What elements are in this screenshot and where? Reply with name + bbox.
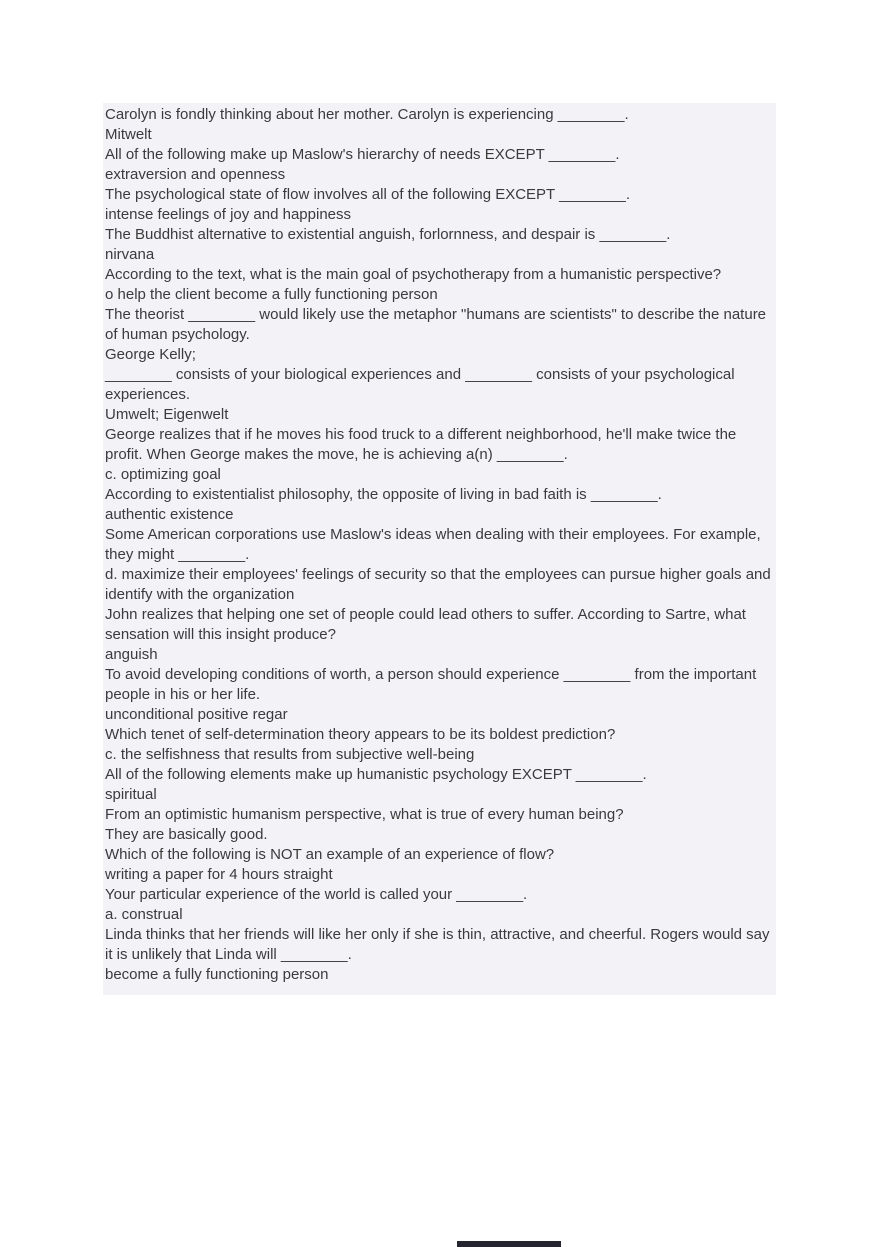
answer-text: c. the selfishness that results from subjective well-being	[105, 746, 475, 763]
qa-item	[103, 425, 776, 485]
question-text: From an optimistic humanism perspective, what is true of every human being?	[105, 806, 624, 823]
qa-item	[103, 525, 776, 605]
qa-item	[103, 305, 776, 365]
question-text: George realizes that if he moves his food truck to a different neighborhood, he'll make twice the profit. When George makes the move, he is achieving a(n) ________.	[105, 426, 737, 463]
answer-text: become a fully functioning person	[105, 966, 329, 983]
qa-item	[103, 265, 776, 305]
question-text: Some American corporations use Maslow's ideas when dealing with their employees. For example, they might ________.	[105, 526, 761, 563]
answer-text: a. construal	[105, 906, 183, 923]
question-text: Carolyn is fondly thinking about her mother. Carolyn is experiencing ________.	[105, 106, 629, 123]
answer-text: o help the client become a fully functioning person	[105, 286, 438, 303]
question-text: Your particular experience of the world is called your ________.	[105, 886, 528, 903]
qa-item	[103, 925, 776, 985]
qa-item	[103, 185, 776, 225]
answer-text: George Kelly;	[105, 346, 196, 363]
qa-item	[103, 725, 776, 765]
question-text: The theorist ________ would likely use the metaphor "humans are scientists" to describe the nature of human psychology.	[105, 306, 767, 343]
qa-item	[103, 225, 776, 265]
qa-item	[103, 805, 776, 845]
qa-item	[103, 485, 776, 525]
answer-text: Mitwelt	[105, 126, 152, 143]
qa-item	[103, 365, 776, 425]
answer-text: Umwelt; Eigenwelt	[105, 406, 229, 423]
answer-text: extraversion and openness	[105, 166, 286, 183]
question-text: Linda thinks that her friends will like her only if she is thin, attractive, and cheerful. Rogers would say it is unlikely that Linda will ________.	[105, 926, 770, 963]
question-text: All of the following make up Maslow's hierarchy of needs EXCEPT ________.	[105, 146, 620, 163]
question-text: The psychological state of flow involves all of the following EXCEPT ________.	[105, 186, 631, 203]
answer-text: intense feelings of joy and happiness	[105, 206, 352, 223]
question-text: The Buddhist alternative to existential anguish, forlornness, and despair is ________.	[105, 226, 671, 243]
answer-text: authentic existence	[105, 506, 234, 523]
qa-item	[103, 765, 776, 805]
qa-item	[103, 885, 776, 925]
qa-item	[103, 665, 776, 725]
qa-item	[103, 605, 776, 665]
question-text: All of the following elements make up humanistic psychology EXCEPT ________.	[105, 766, 647, 783]
question-text: ________ consists of your biological experiences and ________ consists of your psychological experiences.	[105, 366, 735, 403]
qa-item	[103, 845, 776, 885]
answer-text: unconditional positive regar	[105, 706, 288, 723]
question-text: According to the text, what is the main goal of psychotherapy from a humanistic perspective?	[105, 266, 722, 283]
answer-text: They are basically good.	[105, 826, 268, 843]
question-text: Which tenet of self-determination theory appears to be its boldest prediction?	[105, 726, 616, 743]
qa-list	[103, 103, 776, 995]
answer-text: anguish	[105, 646, 158, 663]
answer-text: writing a paper for 4 hours straight	[105, 866, 333, 883]
answer-text: nirvana	[105, 246, 155, 263]
qa-item	[103, 105, 776, 145]
answer-text: spiritual	[105, 786, 157, 803]
question-text: According to existentialist philosophy, the opposite of living in bad faith is ________.	[105, 486, 662, 503]
question-text: To avoid developing conditions of worth, a person should experience ________ from the important people in his or her life.	[105, 666, 757, 703]
answer-text: c. optimizing goal	[105, 466, 221, 483]
bottom-bar-fragment	[457, 1241, 561, 1247]
question-text: John realizes that helping one set of people could lead others to suffer. According to Sartre, what sensation will this insight produce?	[105, 606, 746, 643]
question-text: Which of the following is NOT an example of an experience of flow?	[105, 846, 555, 863]
answer-text: d. maximize their employees' feelings of security so that the employees can pursue higher goals and identify with the organization	[105, 566, 771, 603]
qa-item	[103, 145, 776, 185]
